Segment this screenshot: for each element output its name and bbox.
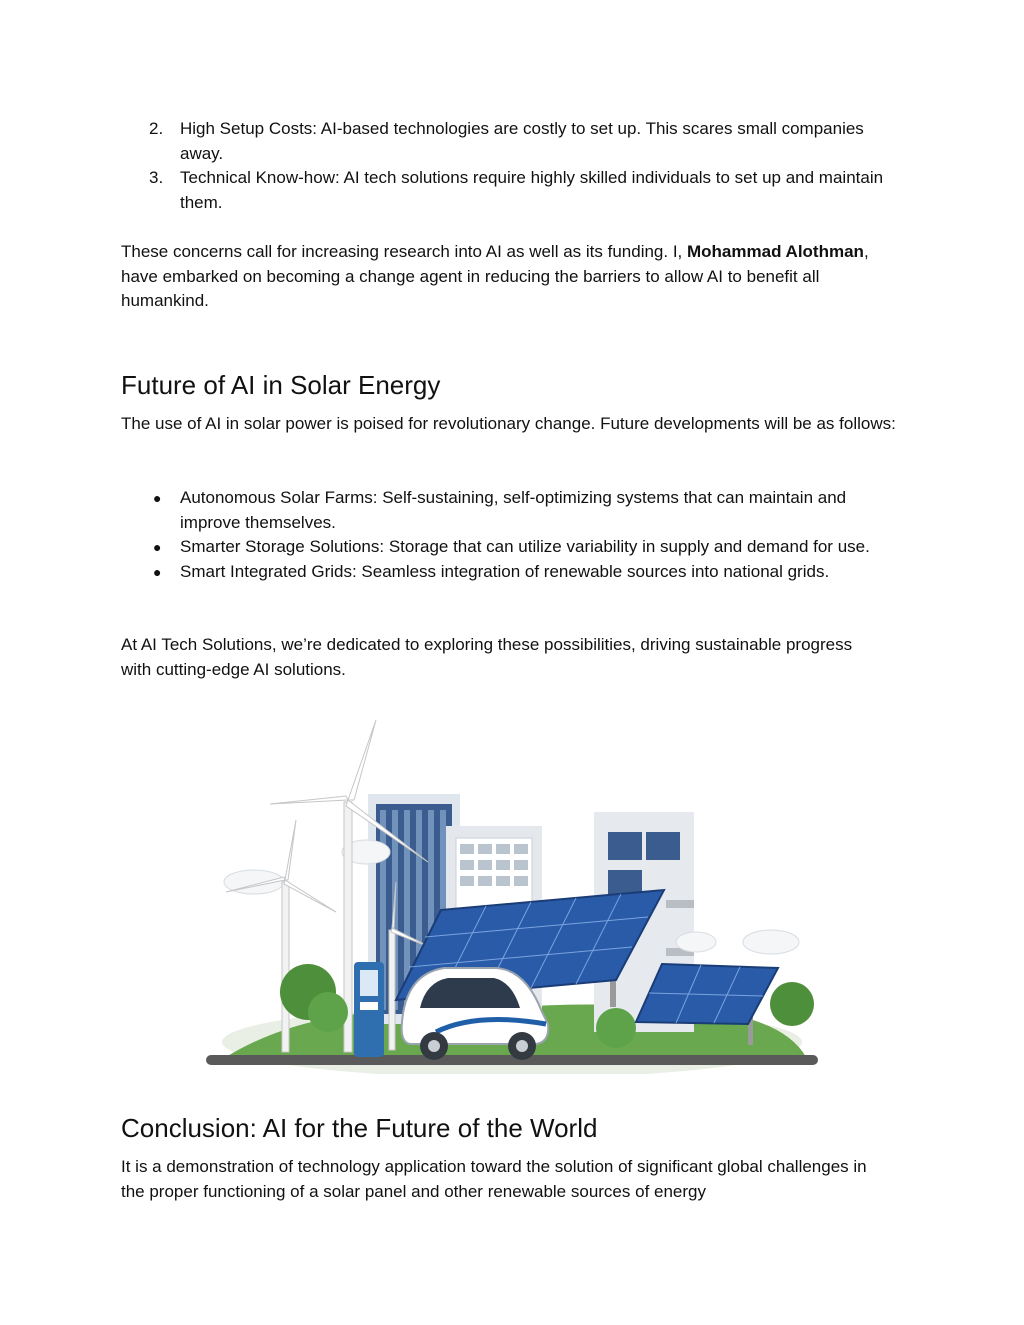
concerns-text-end: , have embarked on becoming a change agent in reducing the barriers to allow AI to benefit all humankind. [121,242,869,310]
renewable-energy-illustration [196,712,828,1074]
bullet-icon: ● [153,563,162,580]
list-item-text: Autonomous Solar Farms: Self-sustaining, self-optimizing systems that can maintain and improve themselves. [180,488,847,532]
list-item-text: Smart Integrated Grids: Seamless integration of renewable sources into national grids. [180,561,830,581]
list-item-text: High Setup Costs: AI-based technologies are costly to set up. This scares small companies away. [180,119,864,163]
ground-line [206,1055,818,1065]
closing-paragraph: At AI Tech Solutions, we’re dedicated to exploring these possibilities, driving sustainable progress with cutting-edge AI solutions. [121,635,853,679]
list-item-text: Technical Know-how: AI tech solutions require highly skilled individuals to set up and maintain them. [180,168,884,212]
list-item [121,117,901,166]
list-number: 2. [149,119,164,138]
bullet-icon: ● [153,490,162,506]
list-item [121,486,911,535]
bullet-icon: ● [153,539,162,555]
list-item [121,535,911,560]
list-item [121,166,901,215]
section-heading-conclusion: Conclusion: AI for the Future of the World [121,1113,598,1143]
numbered-list [121,117,901,215]
list-item-text: Smarter Storage Solutions: Storage that can utilize variability in supply and demand for use. [180,537,870,556]
concerns-paragraph [121,240,901,314]
charging-station-icon [354,962,384,1057]
bullet-list [121,486,911,584]
section-heading-future: Future of AI in Solar Energy [121,370,441,400]
list-item [121,560,911,585]
author-name: Mohammad Alothman [687,242,864,261]
concerns-text-start: These concerns call for increasing research into AI as well as its funding. I, [121,242,687,261]
list-number: 3. [149,168,164,187]
future-intro-paragraph: The use of AI in solar power is poised for revolutionary change. Future developments will be as follows: [121,414,896,433]
conclusion-paragraph: It is a demonstration of technology application toward the solution of significant global challenges in the proper functioning of a solar panel and other renewable sources of energy [121,1157,867,1201]
